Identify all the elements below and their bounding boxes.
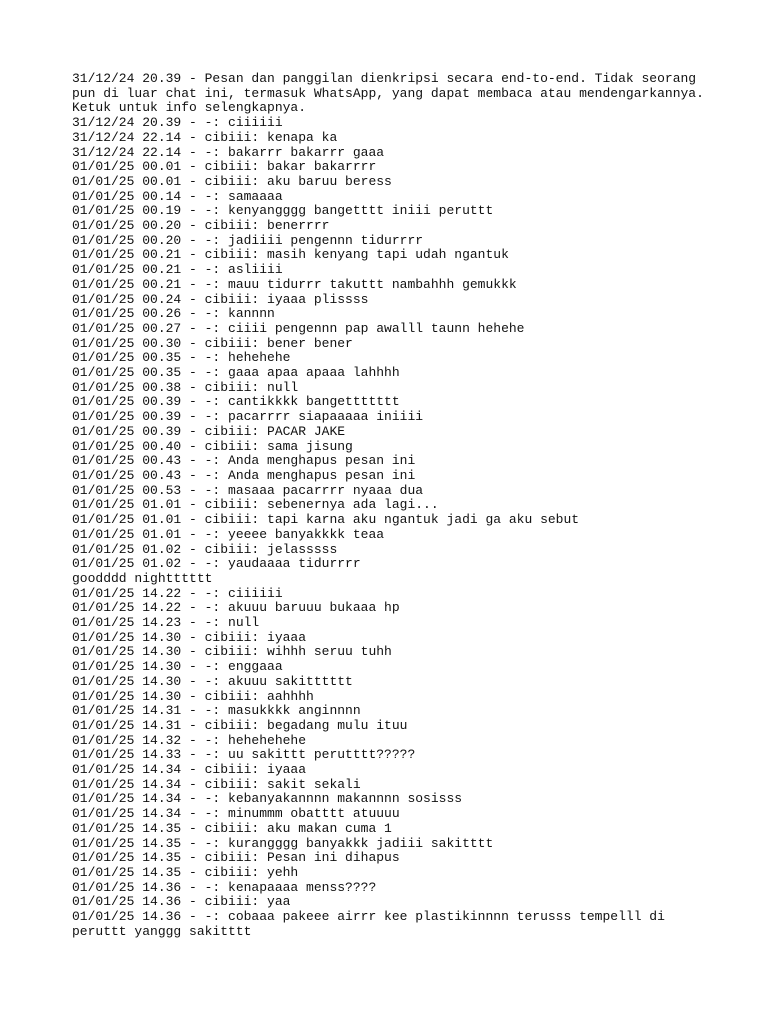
chat-line: 01/01/25 00.39 - cibiii: PACAR JAKE [72,423,346,439]
chat-line: 01/01/25 14.34 - -: minummm obatttt atuuuu [72,806,400,822]
chat-line: 01/01/25 14.34 - cibiii: iyaaa [72,762,307,778]
chat-line: peruttt yanggg sakitttt [72,923,252,939]
chat-line: 01/01/25 14.22 - -: akuuu baruuu bukaaa hp [72,600,400,616]
chat-line: 31/12/24 20.39 - -: ciiiiii [72,115,283,131]
chat-line: 01/01/25 01.01 - cibiii: sebenernya ada lagi... [72,497,439,513]
chat-line: 01/01/25 00.35 - -: hehehehe [72,350,291,366]
chat-line: 01/01/25 01.01 - -: yeeee banyakkkk teaa [72,526,385,542]
chat-line: 01/01/25 14.30 - cibiii: wihhh seruu tuhh [72,644,392,660]
chat-line: 01/01/25 14.35 - cibiii: Pesan ini dihapus [72,850,400,866]
chat-line: 01/01/25 14.35 - cibiii: aku makan cuma 1 [72,820,392,836]
chat-line: 01/01/25 00.43 - -: Anda menghapus pesan ini [72,467,416,483]
chat-line: 01/01/25 00.43 - -: Anda menghapus pesan ini [72,453,416,469]
chat-line: 01/01/25 14.30 - cibiii: iyaaa [72,629,307,645]
chat-line: pun di luar chat ini, termasuk WhatsApp, yang dapat membaca atau mendengarkannya. [72,85,704,101]
chat-line: goodddd nightttttt [72,570,213,586]
chat-line: 01/01/25 00.40 - cibiii: sama jisung [72,438,353,454]
chat-line: 01/01/25 14.35 - -: kurangggg banyakkk jadiii sakitttt [72,835,494,851]
chat-line: 01/01/25 14.35 - cibiii: yehh [72,864,299,880]
chat-line: 01/01/25 14.32 - -: hehehehehe [72,732,307,748]
chat-line: 31/12/24 20.39 - Pesan dan panggilan dienkripsi secara end-to-end. Tidak seorang [72,71,697,86]
chat-line: 01/01/25 00.53 - -: masaaa pacarrrr nyaaa dua [72,482,424,498]
chat-line: 01/01/25 14.23 - -: null [72,615,260,631]
chat-line: 01/01/25 00.21 - -: mauu tidurrr takuttt nambahhh gemukkk [72,276,517,292]
chat-line: 01/01/25 14.30 - cibiii: aahhhh [72,688,314,704]
chat-line: 01/01/25 01.01 - cibiii: tapi karna aku ngantuk jadi ga aku sebut [72,512,580,528]
chat-line: 01/01/25 14.30 - -: enggaaa [72,659,283,675]
chat-line: 01/01/25 14.36 - cibiii: yaa [72,894,291,910]
chat-line: 01/01/25 14.31 - -: masukkkk anginnnn [72,703,361,719]
chat-line: 01/01/25 14.36 - -: cobaaa pakeee airrr kee plastikinnnn terusss tempelll di [72,909,665,925]
chat-line: 01/01/25 14.34 - -: kebanyakannnn makannnn sosisss [72,791,463,807]
chat-line: 01/01/25 00.21 - -: asliiii [72,262,283,278]
chat-line: 01/01/25 00.26 - -: kannnn [72,306,275,322]
chat-line: 01/01/25 00.27 - -: ciiii pengennn pap awalll taunn hehehe [72,320,525,336]
chat-line: Ketuk untuk info selengkapnya. [72,100,307,116]
chat-line: 01/01/25 00.20 - -: jadiiii pengennn tidurrrr [72,232,424,248]
chat-line: 01/01/25 00.01 - cibiii: aku baruu beress [72,173,392,189]
chat-line: 01/01/25 00.19 - -: kenyangggg bangetttt iniii peruttt [72,203,494,219]
chat-line: 01/01/25 00.35 - -: gaaa apaa apaaa lahhhh [72,365,400,381]
chat-line: 01/01/25 00.21 - cibiii: masih kenyang tapi udah ngantuk [72,247,509,263]
chat-line: 01/01/25 14.34 - cibiii: sakit sekali [72,776,361,792]
chat-line: 01/01/25 00.39 - -: pacarrrr siapaaaaa iniiii [72,409,424,425]
chat-line: 01/01/25 00.20 - cibiii: benerrrr [72,218,330,234]
chat-line: 31/12/24 22.14 - -: bakarrr bakarrr gaaa [72,144,385,160]
chat-line: 01/01/25 01.02 - cibiii: jelasssss [72,541,338,557]
chat-line: 01/01/25 00.24 - cibiii: iyaaa plissss [72,291,369,307]
chat-line: 01/01/25 00.39 - -: cantikkkk bangettttttt [72,394,400,410]
chat-line: 01/01/25 00.01 - cibiii: bakar bakarrrr [72,159,377,175]
chat-line: 01/01/25 14.30 - -: akuuu sakitttttt [72,673,353,689]
chat-line: 01/01/25 14.31 - cibiii: begadang mulu ituu [72,717,408,733]
chat-line: 31/12/24 22.14 - cibiii: kenapa ka [72,129,338,145]
chat-export-document [72,72,732,939]
chat-line: 01/01/25 00.30 - cibiii: bener bener [72,335,353,351]
chat-line: 01/01/25 14.36 - -: kenapaaaa menss???? [72,879,377,895]
chat-line: 01/01/25 00.14 - -: samaaaa [72,188,283,204]
chat-line: 01/01/25 14.22 - -: ciiiiii [72,585,283,601]
chat-line: 01/01/25 14.33 - -: uu sakittt perutttt????? [72,747,416,763]
chat-line: 01/01/25 00.38 - cibiii: null [72,379,299,395]
chat-line: 01/01/25 01.02 - -: yaudaaaa tidurrrr [72,556,361,572]
